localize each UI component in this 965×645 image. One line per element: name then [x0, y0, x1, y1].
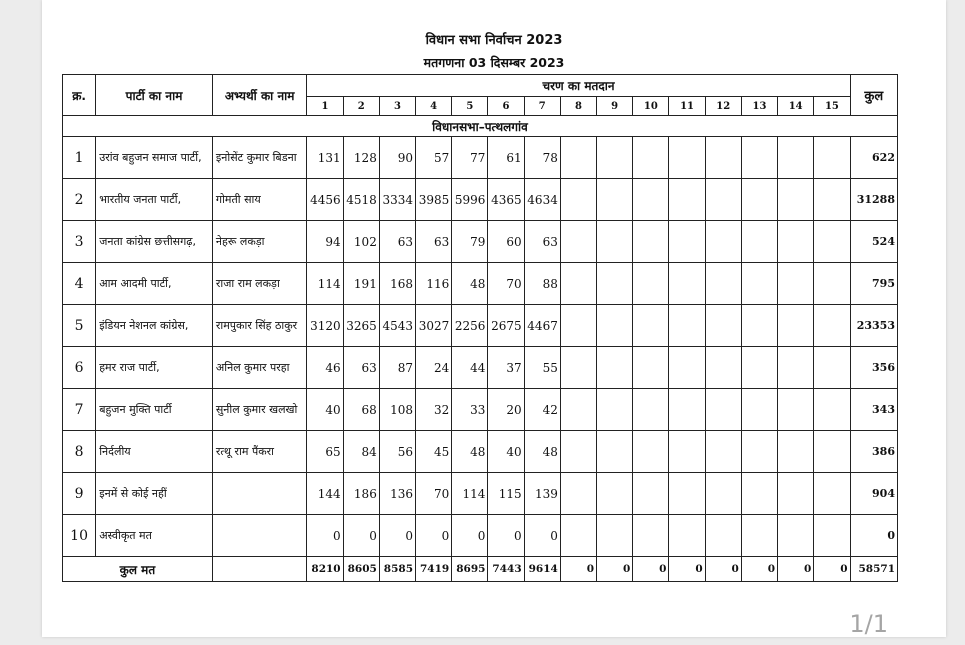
party-name-cell: भारतीय जनता पार्टी,: [96, 179, 213, 221]
round-votes-cell: [669, 431, 705, 473]
table-row: [63, 221, 898, 263]
serial-number-cell: 6: [63, 347, 96, 389]
round-votes-cell: 116: [416, 263, 452, 305]
round-votes-cell: [669, 137, 705, 179]
round-votes-cell: 77: [452, 137, 488, 179]
header-round-14: 14: [778, 97, 814, 116]
header-round-11: 11: [669, 97, 705, 116]
round-votes-cell: [814, 263, 850, 305]
candidate-name-cell: [212, 473, 307, 515]
serial-number-cell: 7: [63, 389, 96, 431]
round-votes-cell: [814, 473, 850, 515]
round-votes-cell: 114: [452, 473, 488, 515]
total-votes-cell: 795: [850, 263, 897, 305]
document-subtitle: मतगणना 03 दिसम्बर 2023: [423, 55, 565, 70]
candidate-name-cell: सुनील कुमार खलखो: [212, 389, 307, 431]
round-votes-cell: [633, 179, 669, 221]
serial-number-cell: 4: [63, 263, 96, 305]
round-votes-cell: [814, 515, 850, 557]
round-votes-cell: 3265: [343, 305, 379, 347]
round-votes-cell: [597, 473, 633, 515]
round-votes-cell: 2675: [488, 305, 524, 347]
document-title: विधान सभा निर्वाचन 2023: [425, 33, 563, 48]
summary-round-total: 0: [778, 557, 814, 582]
round-votes-cell: 114: [307, 263, 343, 305]
round-votes-cell: 20: [488, 389, 524, 431]
round-votes-cell: 48: [524, 431, 560, 473]
party-name-cell: हमर राज पार्टी,: [96, 347, 213, 389]
round-votes-cell: 24: [416, 347, 452, 389]
round-votes-cell: [705, 179, 741, 221]
round-votes-cell: [669, 221, 705, 263]
table-row: [63, 347, 898, 389]
header-round-5: 5: [452, 97, 488, 116]
round-votes-cell: [560, 347, 596, 389]
grand-total: 58571: [850, 557, 897, 582]
round-votes-cell: [778, 179, 814, 221]
total-votes-cell: 31288: [850, 179, 897, 221]
round-votes-cell: [741, 431, 777, 473]
round-votes-cell: [741, 137, 777, 179]
round-votes-cell: [669, 263, 705, 305]
round-votes-cell: [597, 179, 633, 221]
round-votes-cell: 63: [343, 347, 379, 389]
round-votes-cell: 3120: [307, 305, 343, 347]
summary-empty-cell: [212, 557, 307, 582]
round-votes-cell: 70: [488, 263, 524, 305]
header-round-4: 4: [416, 97, 452, 116]
summary-round-total: 8210: [307, 557, 343, 582]
table-row: [63, 179, 898, 221]
header-round-7: 7: [524, 97, 560, 116]
round-votes-cell: [705, 221, 741, 263]
candidate-name-cell: रामपुकार सिंह ठाकुर: [212, 305, 307, 347]
header-party: पार्टी का नाम: [96, 75, 213, 116]
summary-round-total: 0: [705, 557, 741, 582]
party-name-cell: अस्वीकृत मत: [96, 515, 213, 557]
round-votes-cell: 136: [379, 473, 415, 515]
header-round-9: 9: [597, 97, 633, 116]
serial-number-cell: 9: [63, 473, 96, 515]
round-votes-cell: 42: [524, 389, 560, 431]
round-votes-cell: [669, 473, 705, 515]
round-votes-cell: 79: [452, 221, 488, 263]
header-round-8: 8: [560, 97, 596, 116]
round-votes-cell: [560, 389, 596, 431]
party-name-cell: उरांव बहुजन समाज पार्टी,: [96, 137, 213, 179]
round-votes-cell: 68: [343, 389, 379, 431]
round-votes-cell: [814, 389, 850, 431]
table-row: [63, 137, 898, 179]
party-name-cell: इनमें से कोई नहीं: [96, 473, 213, 515]
round-votes-cell: [669, 515, 705, 557]
serial-number-cell: 5: [63, 305, 96, 347]
round-votes-cell: 186: [343, 473, 379, 515]
round-votes-cell: 78: [524, 137, 560, 179]
round-votes-cell: 87: [379, 347, 415, 389]
round-votes-cell: 3334: [379, 179, 415, 221]
party-name-cell: जनता कांग्रेस छत्तीसगढ़,: [96, 221, 213, 263]
round-votes-cell: 61: [488, 137, 524, 179]
round-votes-cell: 0: [379, 515, 415, 557]
round-votes-cell: 0: [343, 515, 379, 557]
round-votes-cell: 4634: [524, 179, 560, 221]
header-round-3: 3: [379, 97, 415, 116]
results-table: [62, 74, 898, 582]
table-row: [63, 515, 898, 557]
round-votes-cell: 3027: [416, 305, 452, 347]
round-votes-cell: [669, 305, 705, 347]
round-votes-cell: [560, 263, 596, 305]
round-votes-cell: [633, 473, 669, 515]
summary-round-total: 9614: [524, 557, 560, 582]
total-votes-cell: 524: [850, 221, 897, 263]
round-votes-cell: 131: [307, 137, 343, 179]
round-votes-cell: 102: [343, 221, 379, 263]
round-votes-cell: 4456: [307, 179, 343, 221]
summary-round-total: 0: [560, 557, 596, 582]
header-candidate: अभ्यर्थी का नाम: [212, 75, 307, 116]
candidate-name-cell: गोमती साय: [212, 179, 307, 221]
party-name-cell: इंडियन नेशनल कांग्रेस,: [96, 305, 213, 347]
round-votes-cell: [741, 305, 777, 347]
round-votes-cell: [669, 179, 705, 221]
round-votes-cell: [669, 389, 705, 431]
round-votes-cell: [741, 221, 777, 263]
round-votes-cell: [778, 389, 814, 431]
round-votes-cell: 33: [452, 389, 488, 431]
round-votes-cell: [633, 389, 669, 431]
header-sno: क्र.: [63, 75, 96, 116]
header-round-13: 13: [741, 97, 777, 116]
round-votes-cell: 144: [307, 473, 343, 515]
round-votes-cell: 65: [307, 431, 343, 473]
round-votes-cell: [814, 137, 850, 179]
serial-number-cell: 3: [63, 221, 96, 263]
header-round-10: 10: [633, 97, 669, 116]
summary-label: कुल मत: [63, 557, 213, 582]
round-votes-cell: 40: [307, 389, 343, 431]
round-votes-cell: [560, 473, 596, 515]
round-votes-cell: [814, 221, 850, 263]
round-votes-cell: [741, 389, 777, 431]
round-votes-cell: [597, 305, 633, 347]
round-votes-cell: [597, 137, 633, 179]
total-votes-cell: 0: [850, 515, 897, 557]
round-votes-cell: 0: [452, 515, 488, 557]
summary-round-total: 0: [633, 557, 669, 582]
serial-number-cell: 10: [63, 515, 96, 557]
round-votes-cell: [560, 305, 596, 347]
round-votes-cell: 0: [524, 515, 560, 557]
round-votes-cell: 3985: [416, 179, 452, 221]
round-votes-cell: 46: [307, 347, 343, 389]
summary-round-total: 8605: [343, 557, 379, 582]
round-votes-cell: [778, 263, 814, 305]
summary-round-total: 8695: [452, 557, 488, 582]
round-votes-cell: [705, 263, 741, 305]
round-votes-cell: [669, 347, 705, 389]
round-votes-cell: [597, 389, 633, 431]
total-votes-cell: 356: [850, 347, 897, 389]
round-votes-cell: [560, 515, 596, 557]
round-votes-cell: 5996: [452, 179, 488, 221]
serial-number-cell: 2: [63, 179, 96, 221]
table-row: [63, 305, 898, 347]
table-row: [63, 389, 898, 431]
round-votes-cell: 4365: [488, 179, 524, 221]
round-votes-cell: [778, 515, 814, 557]
round-votes-cell: 48: [452, 263, 488, 305]
round-votes-cell: [597, 431, 633, 473]
total-votes-cell: 622: [850, 137, 897, 179]
round-votes-cell: 63: [379, 221, 415, 263]
round-votes-cell: 60: [488, 221, 524, 263]
header-total: कुल: [850, 75, 897, 116]
round-votes-cell: 88: [524, 263, 560, 305]
round-votes-cell: [778, 137, 814, 179]
round-votes-cell: 63: [416, 221, 452, 263]
round-votes-cell: 115: [488, 473, 524, 515]
round-votes-cell: [560, 137, 596, 179]
round-votes-cell: [633, 431, 669, 473]
round-votes-cell: [814, 431, 850, 473]
candidate-name-cell: रत्थू राम पैंकरा: [212, 431, 307, 473]
round-votes-cell: [705, 305, 741, 347]
document-page: [42, 0, 946, 637]
round-votes-cell: [778, 305, 814, 347]
table-row: [63, 473, 898, 515]
constituency-heading: विधानसभा–पत्थलगांव: [63, 116, 898, 137]
round-votes-cell: [814, 305, 850, 347]
round-votes-cell: 48: [452, 431, 488, 473]
round-votes-cell: [633, 347, 669, 389]
round-votes-cell: [741, 347, 777, 389]
round-votes-cell: [597, 515, 633, 557]
round-votes-cell: [597, 221, 633, 263]
party-name-cell: आम आदमी पार्टी,: [96, 263, 213, 305]
total-votes-cell: 23353: [850, 305, 897, 347]
round-votes-cell: [633, 137, 669, 179]
round-votes-cell: [741, 179, 777, 221]
table-row: [63, 263, 898, 305]
summary-round-total: 0: [597, 557, 633, 582]
round-votes-cell: 56: [379, 431, 415, 473]
round-votes-cell: 55: [524, 347, 560, 389]
summary-round-total: 7443: [488, 557, 524, 582]
round-votes-cell: [560, 221, 596, 263]
candidate-name-cell: अनिल कुमार परहा: [212, 347, 307, 389]
round-votes-cell: [705, 347, 741, 389]
round-votes-cell: 191: [343, 263, 379, 305]
round-votes-cell: [560, 179, 596, 221]
round-votes-cell: 37: [488, 347, 524, 389]
header-round-12: 12: [705, 97, 741, 116]
round-votes-cell: [814, 179, 850, 221]
round-votes-cell: 40: [488, 431, 524, 473]
round-votes-cell: 57: [416, 137, 452, 179]
round-votes-cell: 90: [379, 137, 415, 179]
round-votes-cell: 0: [307, 515, 343, 557]
round-votes-cell: 84: [343, 431, 379, 473]
candidate-name-cell: नेहरू लकड़ा: [212, 221, 307, 263]
summary-round-total: 0: [741, 557, 777, 582]
round-votes-cell: 4467: [524, 305, 560, 347]
table-row: [63, 431, 898, 473]
total-votes-cell: 904: [850, 473, 897, 515]
round-votes-cell: [705, 137, 741, 179]
header-round-15: 15: [814, 97, 850, 116]
total-votes-cell: 343: [850, 389, 897, 431]
round-votes-cell: [741, 515, 777, 557]
round-votes-cell: [560, 431, 596, 473]
round-votes-cell: 128: [343, 137, 379, 179]
candidate-name-cell: [212, 515, 307, 557]
page-indicator: 1/1: [849, 610, 888, 638]
round-votes-cell: [814, 347, 850, 389]
round-votes-cell: [705, 473, 741, 515]
round-votes-cell: 4543: [379, 305, 415, 347]
round-votes-cell: 32: [416, 389, 452, 431]
header-round-1: 1: [307, 97, 343, 116]
summary-round-total: 8585: [379, 557, 415, 582]
round-votes-cell: [778, 473, 814, 515]
round-votes-cell: [597, 263, 633, 305]
round-votes-cell: [778, 221, 814, 263]
summary-round-total: 0: [669, 557, 705, 582]
header-rounds: चरण का मतदान: [307, 75, 850, 97]
round-votes-cell: 139: [524, 473, 560, 515]
summary-round-total: 0: [814, 557, 850, 582]
round-votes-cell: 0: [416, 515, 452, 557]
round-votes-cell: [633, 305, 669, 347]
round-votes-cell: [705, 389, 741, 431]
round-votes-cell: [633, 221, 669, 263]
round-votes-cell: 4518: [343, 179, 379, 221]
serial-number-cell: 1: [63, 137, 96, 179]
serial-number-cell: 8: [63, 431, 96, 473]
round-votes-cell: [778, 347, 814, 389]
round-votes-cell: 44: [452, 347, 488, 389]
round-votes-cell: 108: [379, 389, 415, 431]
round-votes-cell: [778, 431, 814, 473]
round-votes-cell: 2256: [452, 305, 488, 347]
round-votes-cell: [633, 263, 669, 305]
round-votes-cell: [705, 431, 741, 473]
round-votes-cell: 45: [416, 431, 452, 473]
round-votes-cell: [633, 515, 669, 557]
round-votes-cell: 0: [488, 515, 524, 557]
round-votes-cell: [705, 515, 741, 557]
party-name-cell: बहुजन मुक्ति पार्टी: [96, 389, 213, 431]
round-votes-cell: 63: [524, 221, 560, 263]
candidate-name-cell: इनोसेंट कुमार बिडना: [212, 137, 307, 179]
round-votes-cell: 70: [416, 473, 452, 515]
round-votes-cell: [597, 347, 633, 389]
party-name-cell: निर्दलीय: [96, 431, 213, 473]
summary-round-total: 7419: [416, 557, 452, 582]
header-round-2: 2: [343, 97, 379, 116]
candidate-name-cell: राजा राम लकड़ा: [212, 263, 307, 305]
round-votes-cell: 168: [379, 263, 415, 305]
summary-row: [63, 557, 898, 582]
header-round-6: 6: [488, 97, 524, 116]
round-votes-cell: [741, 263, 777, 305]
round-votes-cell: [741, 473, 777, 515]
total-votes-cell: 386: [850, 431, 897, 473]
round-votes-cell: 94: [307, 221, 343, 263]
